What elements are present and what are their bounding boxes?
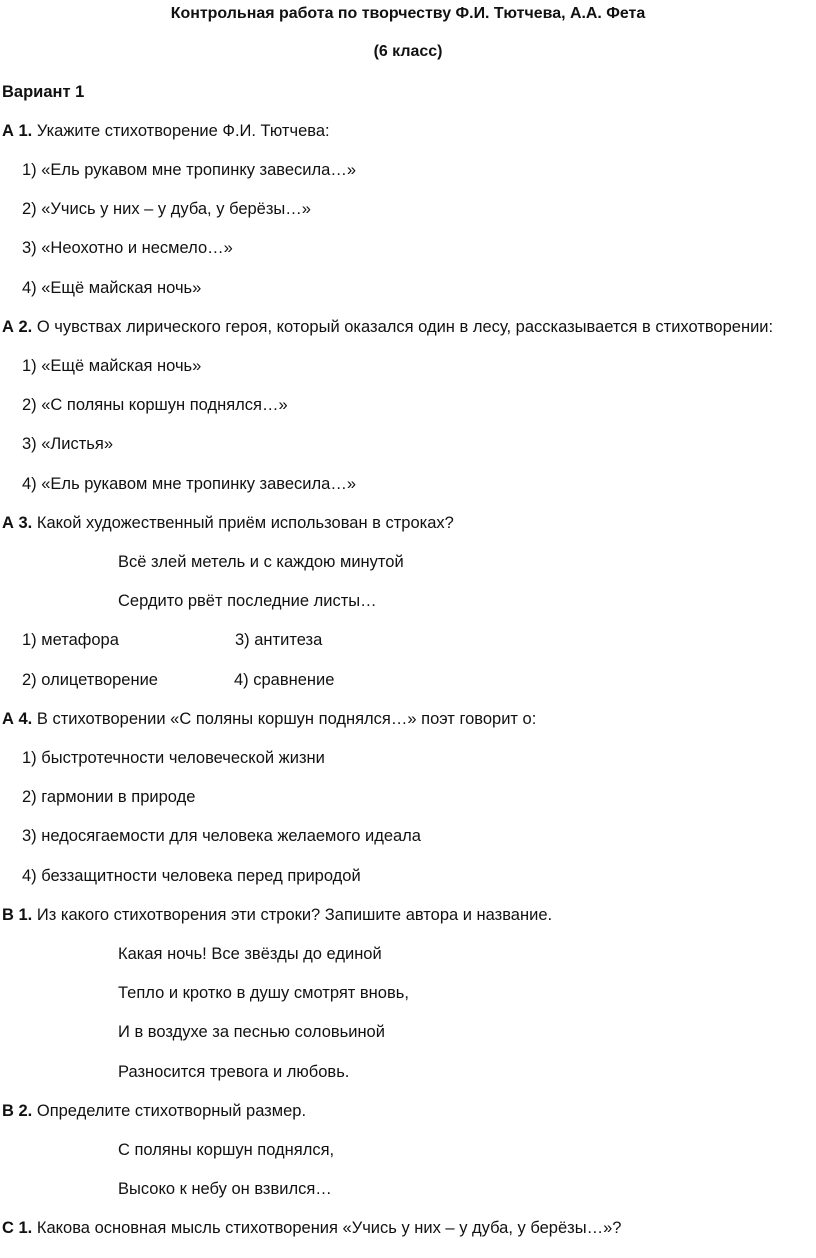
question-a1 [2,121,330,141]
question-text: Из какого стихотворения эти строки? Запишите автора и название. [36,906,553,924]
answer-option: 4) «Ель рукавом мне тропинку завесила…» [22,475,357,493]
answer-option: 4) «Ещё майская ночь» [22,279,202,297]
verse-line: Разносится тревога и любовь. [118,1063,350,1081]
verse-line: Тепло и кротко в душу смотрят вновь, [118,984,409,1002]
question-text: Укажите стихотворение Ф.И. Тютчева: [36,122,330,140]
question-c1 [2,1218,621,1238]
answer-option: 2) гармонии в природе [22,788,196,806]
question-number: А 2. [2,318,33,336]
question-a3 [2,513,454,533]
answer-option: 2) «С поляны коршун поднялся…» [22,396,288,414]
question-a4 [2,709,536,729]
question-text: В стихотворении «С поляны коршун поднялся…» поэт говорит о: [36,710,537,728]
answer-option: 2) «Учись у них – у дуба, у берёзы…» [22,200,311,218]
verse-line: И в воздухе за песнью соловьиной [118,1023,385,1041]
verse-line: Сердито рвёт последние листы… [118,592,377,610]
answer-option: 3) «Листья» [22,435,113,453]
answer-option: 1) метафора [22,631,119,649]
question-text: Какой художественный приём использован в строках? [36,514,454,532]
question-text: Какова основная мысль стихотворения «Учись у них – у дуба, у берёзы…»? [36,1219,622,1237]
variant-heading: Вариант 1 [2,83,85,101]
verse-line: С поляны коршун поднялся, [118,1141,335,1159]
question-number: А 3. [2,514,33,532]
question-b1 [2,905,552,925]
question-number: В 1. [2,906,33,924]
verse-line: Высоко к небу он взвился… [118,1180,332,1198]
answer-option: 3) «Неохотно и несмело…» [22,239,233,257]
answer-option: 4) беззащитности человека перед природой [22,867,361,885]
answer-option: 3) антитеза [235,631,323,649]
answer-option: 2) олицетворение [22,671,158,689]
answer-option: 1) «Ещё майская ночь» [22,357,202,375]
verse-line: Всё злей метель и с каждою минутой [118,553,404,571]
question-b2 [2,1101,306,1121]
grade-subtitle: (6 класс) [373,43,443,60]
question-number: А 4. [2,710,33,728]
question-number: А 1. [2,122,33,140]
document-title: Контрольная работа по творчеству Ф.И. Тютчева, А.А. Фета [170,5,646,22]
answer-option: 3) недосягаемости для человека желаемого идеала [22,827,421,845]
answer-option: 4) сравнение [234,671,335,689]
question-text: Определите стихотворный размер. [36,1102,307,1120]
answer-option: 1) быстротечности человеческой жизни [22,749,325,767]
question-number: В 2. [2,1102,33,1120]
question-text: О чувствах лирического героя, который оказался один в лесу, рассказывается в стихотворении: [36,318,774,336]
question-a2 [2,317,773,337]
verse-line: Какая ночь! Все звёзды до единой [118,945,382,963]
question-number: С 1. [2,1219,33,1237]
answer-option: 1) «Ель рукавом мне тропинку завесила…» [22,161,357,179]
